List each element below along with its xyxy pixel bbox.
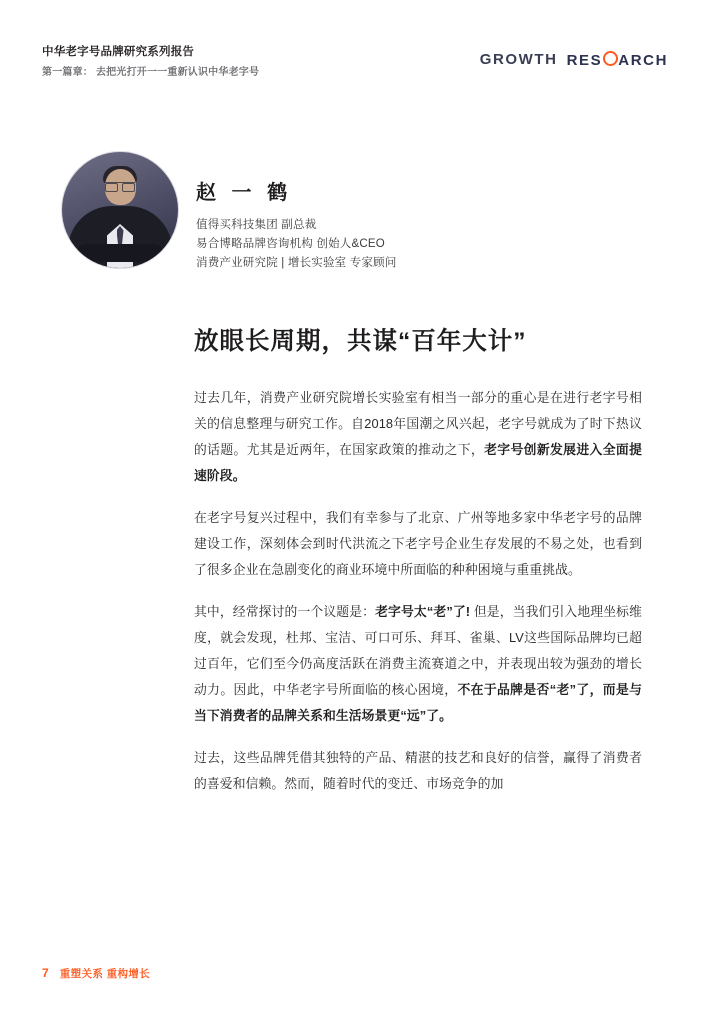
article-paragraph: 过去几年，消费产业研究院增长实验室有相当一部分的重心是在进行老字号相关的信息整理与研究工作。自2018年国潮之风兴起，老字号就成为了时下热议的话题。尤其是近两年，在国家政策的推动之下，老字号创新发展进入全面提速阶段。 — [194, 390, 643, 483]
article-paragraph: 其中，经常探讨的一个议题是：老字号太“老”了! 但是，当我们引入地理坐标维度，就会发现，杜邦、宝洁、可口可乐、拜耳、雀巢、LV这些国际品牌均已超过百年，它们至今仍高度活跃在消费主流赛道之中，并表现出较为强劲的增长动力。因此，中华老字号所面临的核心困境，不在于品牌是否“老”了，而是与当下消费者的品牌关系和生活场景更“远”了。 — [194, 604, 643, 723]
article-title: 放眼长周期，共谋“百年大计” — [194, 328, 527, 355]
circle-icon — [603, 51, 618, 66]
author-role: 消费产业研究院 | 增长实验室 专家顾问 — [196, 257, 397, 269]
glasses-icon — [105, 182, 135, 191]
author-role: 值得买科技集团 副总裁 — [196, 219, 317, 231]
author-block — [62, 152, 652, 282]
author-role: 易合博略品牌咨询机构 创始人&CEO — [196, 238, 385, 250]
avatar-arms — [77, 244, 163, 262]
header-titles — [42, 44, 259, 80]
author-name: 赵 一 鹤 — [196, 182, 293, 204]
brand-research — [567, 50, 668, 69]
page-number: 7 — [42, 966, 49, 980]
brand-research-prefix: RES — [566, 52, 603, 69]
avatar — [62, 152, 178, 268]
brand-research-suffix: ARCH — [618, 52, 668, 69]
footer-tagline: 重塑关系 重构增长 — [59, 968, 151, 980]
brand-logo — [480, 50, 668, 69]
page-header — [42, 44, 668, 96]
report-title: 中华老字号品牌研究系列报告 — [42, 46, 195, 58]
article-body — [194, 325, 642, 813]
author-roles — [196, 216, 397, 273]
article-paragraph: 过去，这些品牌凭借其独特的产品、精湛的技艺和良好的信誉，赢得了消费者的喜爱和信赖。然而，随着时代的变迁、市场竞争的加 — [194, 750, 642, 791]
report-subtitle: 第一篇章： 去把光打开一一重新认识中华老字号 — [42, 67, 260, 78]
page-footer — [42, 966, 150, 981]
article-paragraph: 在老字号复兴过程中，我们有幸参与了北京、广州等地多家中华老字号的品牌建设工作，深刻体会到时代洪流之下老字号企业生存发展的不易之处，也看到了很多企业在急剧变化的商业环境中所面临的种种困境与重重挑战。 — [194, 510, 642, 577]
author-info — [196, 180, 397, 273]
brand-growth: GROWTH — [479, 51, 558, 68]
